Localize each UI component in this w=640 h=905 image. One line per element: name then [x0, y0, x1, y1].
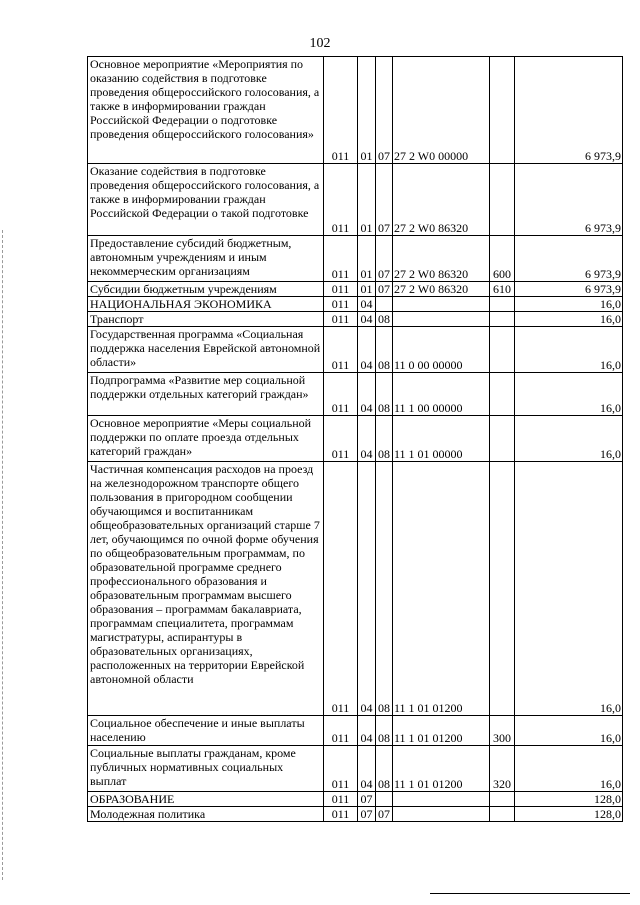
scan-margin-line: [2, 230, 3, 880]
section-code: 07: [358, 807, 376, 822]
section-code: 04: [358, 327, 376, 373]
row-name: Государственная программа «Социальная поддержка населения Еврейской автономной области»: [88, 327, 324, 373]
table-body: [88, 57, 623, 822]
subsection-code: 08: [376, 373, 393, 416]
amount: 16,0: [515, 312, 623, 327]
expense-type-code: [490, 792, 515, 807]
amount: 16,0: [515, 297, 623, 312]
table-row: [88, 807, 623, 822]
row-name: Социальные выплаты гражданам, кроме публичных нормативных социальных выплат: [88, 746, 324, 792]
ministry-code: 011: [324, 462, 358, 716]
row-name: Оказание содействия в подготовке проведения общероссийского голосования, а также в информировании граждан Российской Федерации о такой подготовке: [88, 164, 324, 236]
subsection-code: 07: [376, 236, 393, 282]
section-code: 04: [358, 312, 376, 327]
target-article-code: 11 1 01 01200: [393, 462, 490, 716]
expense-type-code: [490, 807, 515, 822]
amount: 16,0: [515, 416, 623, 462]
target-article-code: 27 2 W0 00000: [393, 57, 490, 164]
target-article-code: 11 0 00 00000: [393, 327, 490, 373]
subsection-code: [376, 297, 393, 312]
expense-type-code: [490, 416, 515, 462]
page-number: 102: [309, 36, 331, 51]
amount: 16,0: [515, 327, 623, 373]
expense-type-code: [490, 327, 515, 373]
row-name: Субсидии бюджетным учреждениям: [88, 282, 324, 297]
amount: 16,0: [515, 462, 623, 716]
subsection-code: [376, 792, 393, 807]
section-code: 01: [358, 164, 376, 236]
table-row: [88, 236, 623, 282]
amount: 128,0: [515, 792, 623, 807]
target-article-code: 11 1 00 00000: [393, 373, 490, 416]
subsection-code: 07: [376, 164, 393, 236]
ministry-code: 011: [324, 746, 358, 792]
expense-type-code: [490, 297, 515, 312]
table-row: [88, 416, 623, 462]
ministry-code: 011: [324, 282, 358, 297]
table-row: [88, 716, 623, 746]
amount: 6 973,9: [515, 282, 623, 297]
ministry-code: 011: [324, 792, 358, 807]
ministry-code: 011: [324, 807, 358, 822]
target-article-code: [393, 297, 490, 312]
target-article-code: [393, 312, 490, 327]
ministry-code: 011: [324, 416, 358, 462]
footer-divider: [430, 893, 630, 894]
section-code: 04: [358, 716, 376, 746]
row-name: Основное мероприятие «Меры социальной поддержки по оплате проезда отдельных категорий граждан»: [88, 416, 324, 462]
section-code: 04: [358, 746, 376, 792]
table-row: [88, 462, 623, 716]
table-row: [88, 282, 623, 297]
section-code: 01: [358, 282, 376, 297]
ministry-code: 011: [324, 297, 358, 312]
table-row: [88, 373, 623, 416]
amount: 128,0: [515, 807, 623, 822]
ministry-code: 011: [324, 327, 358, 373]
table-row: [88, 57, 623, 164]
subsection-code: 08: [376, 312, 393, 327]
expense-type-code: 320: [490, 746, 515, 792]
subsection-code: 07: [376, 282, 393, 297]
subsection-code: 07: [376, 57, 393, 164]
target-article-code: 27 2 W0 86320: [393, 164, 490, 236]
row-name: Молодежная политика: [88, 807, 324, 822]
table-row: [88, 792, 623, 807]
row-name: Основное мероприятие «Мероприятия по оказанию содействия в подготовке проведения общероссийского голосования, а также в информировании граждан Российской Федерации о подготовке проведения общероссийского голосования»: [88, 57, 324, 164]
amount: 16,0: [515, 746, 623, 792]
amount: 16,0: [515, 373, 623, 416]
table-row: [88, 312, 623, 327]
amount: 16,0: [515, 716, 623, 746]
table-row: [88, 327, 623, 373]
target-article-code: [393, 792, 490, 807]
section-code: 04: [358, 416, 376, 462]
amount: 6 973,9: [515, 164, 623, 236]
subsection-code: 07: [376, 807, 393, 822]
section-code: 04: [358, 297, 376, 312]
section-code: 07: [358, 792, 376, 807]
row-name: Транспорт: [88, 312, 324, 327]
target-article-code: [393, 807, 490, 822]
expense-type-code: [490, 57, 515, 164]
ministry-code: 011: [324, 57, 358, 164]
subsection-code: 08: [376, 327, 393, 373]
expense-type-code: 610: [490, 282, 515, 297]
expense-type-code: [490, 312, 515, 327]
row-name: Социальное обеспечение и иные выплаты населению: [88, 716, 324, 746]
subsection-code: 08: [376, 716, 393, 746]
target-article-code: 27 2 W0 86320: [393, 236, 490, 282]
row-name: Подпрограмма «Развитие мер социальной поддержки отдельных категорий граждан»: [88, 373, 324, 416]
row-name: ОБРАЗОВАНИЕ: [88, 792, 324, 807]
budget-table: [87, 56, 623, 822]
row-name: НАЦИОНАЛЬНАЯ ЭКОНОМИКА: [88, 297, 324, 312]
section-code: 01: [358, 236, 376, 282]
target-article-code: 27 2 W0 86320: [393, 282, 490, 297]
subsection-code: 08: [376, 462, 393, 716]
target-article-code: 11 1 01 01200: [393, 746, 490, 792]
section-code: 04: [358, 373, 376, 416]
ministry-code: 011: [324, 716, 358, 746]
ministry-code: 011: [324, 236, 358, 282]
table-row: [88, 297, 623, 312]
section-code: 01: [358, 57, 376, 164]
ministry-code: 011: [324, 312, 358, 327]
table-row: [88, 164, 623, 236]
row-name: Предоставление субсидий бюджетным, автономным учреждениям и иным некоммерческим организациям: [88, 236, 324, 282]
table-row: [88, 746, 623, 792]
target-article-code: 11 1 01 01200: [393, 716, 490, 746]
target-article-code: 11 1 01 00000: [393, 416, 490, 462]
subsection-code: 08: [376, 416, 393, 462]
expense-type-code: 600: [490, 236, 515, 282]
expense-type-code: [490, 462, 515, 716]
expense-type-code: [490, 164, 515, 236]
expense-type-code: 300: [490, 716, 515, 746]
ministry-code: 011: [324, 373, 358, 416]
amount: 6 973,9: [515, 236, 623, 282]
section-code: 04: [358, 462, 376, 716]
row-name: Частичная компенсация расходов на проезд на железнодорожном транспорте общего пользования в пригородном сообщении обучающимся и воспитанникам общеобразовательных организаций старше 7 лет, обучающимся по очной форме обучения по общеобразовательным программам, по образовательной программе среднего профессионального образования и образовательным программам высшего образования – программам бакалавриата, программам специалитета, программам магистратуры, аспирантуры в образовательных организациях, расположенных на территории Еврейской автономной области: [88, 462, 324, 716]
amount: 6 973,9: [515, 57, 623, 164]
ministry-code: 011: [324, 164, 358, 236]
subsection-code: 08: [376, 746, 393, 792]
expense-type-code: [490, 373, 515, 416]
